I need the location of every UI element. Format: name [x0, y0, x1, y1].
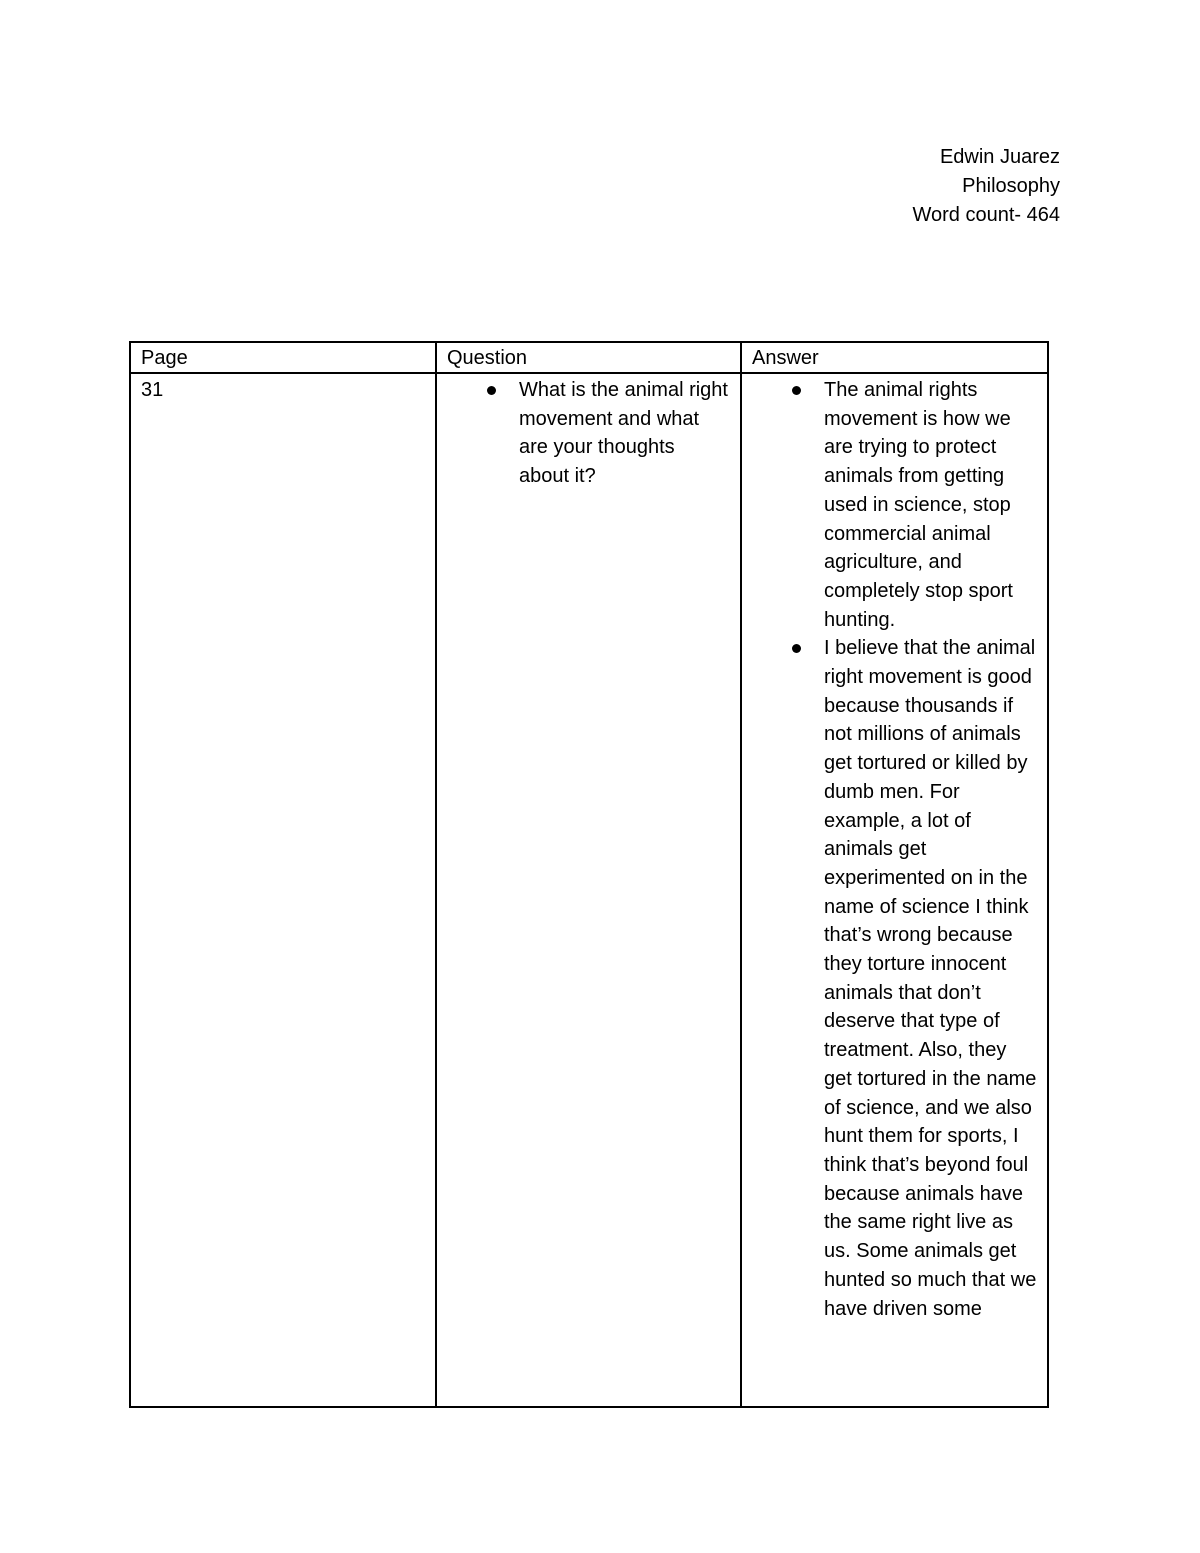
- bullet-icon: [487, 386, 496, 395]
- answer-list: [752, 376, 1037, 1323]
- list-item: [519, 376, 730, 491]
- answer-text: I believe that the animal right movement is good because thousands if not millions of animals get tortured or killed by dumb men. For example, a lot of animals get experimented on in the name of science I think that’s wrong because they torture innocent animals that don’t deserve that type of treatment. Also, they get tortured in the name of science, and we also hunt them for sports, I think that’s beyond foul because animals have the same right live as us. Some animals get hunted so much that we have driven some: [824, 637, 1037, 1320]
- table-row: [130, 373, 1048, 1407]
- word-count: Word count- 464: [912, 204, 1060, 226]
- table-header-row: [130, 342, 1048, 373]
- question-list: [447, 376, 730, 491]
- column-header-question: Question: [436, 342, 741, 373]
- page-cell: [130, 373, 436, 1407]
- qa-table: [129, 341, 1049, 1408]
- list-item: [824, 376, 1037, 634]
- column-header-answer: Answer: [741, 342, 1048, 373]
- question-cell: [436, 373, 741, 1407]
- page-number: 31: [141, 379, 164, 401]
- answer-cell: [741, 373, 1048, 1407]
- author-name: Edwin Juarez: [939, 146, 1060, 168]
- answer-text: The animal rights movement is how we are trying to protect animals from getting used in science, stop commercial animal agriculture, and completely stop sport hunting.: [824, 379, 1013, 631]
- bullet-icon: [792, 644, 801, 653]
- question-text: What is the animal right movement and what are your thoughts about it?: [519, 379, 728, 488]
- list-item: [824, 634, 1037, 1323]
- course-name: Philosophy: [962, 175, 1060, 197]
- document-header: [913, 143, 1061, 230]
- bullet-icon: [792, 386, 801, 395]
- column-header-page: Page: [130, 342, 436, 373]
